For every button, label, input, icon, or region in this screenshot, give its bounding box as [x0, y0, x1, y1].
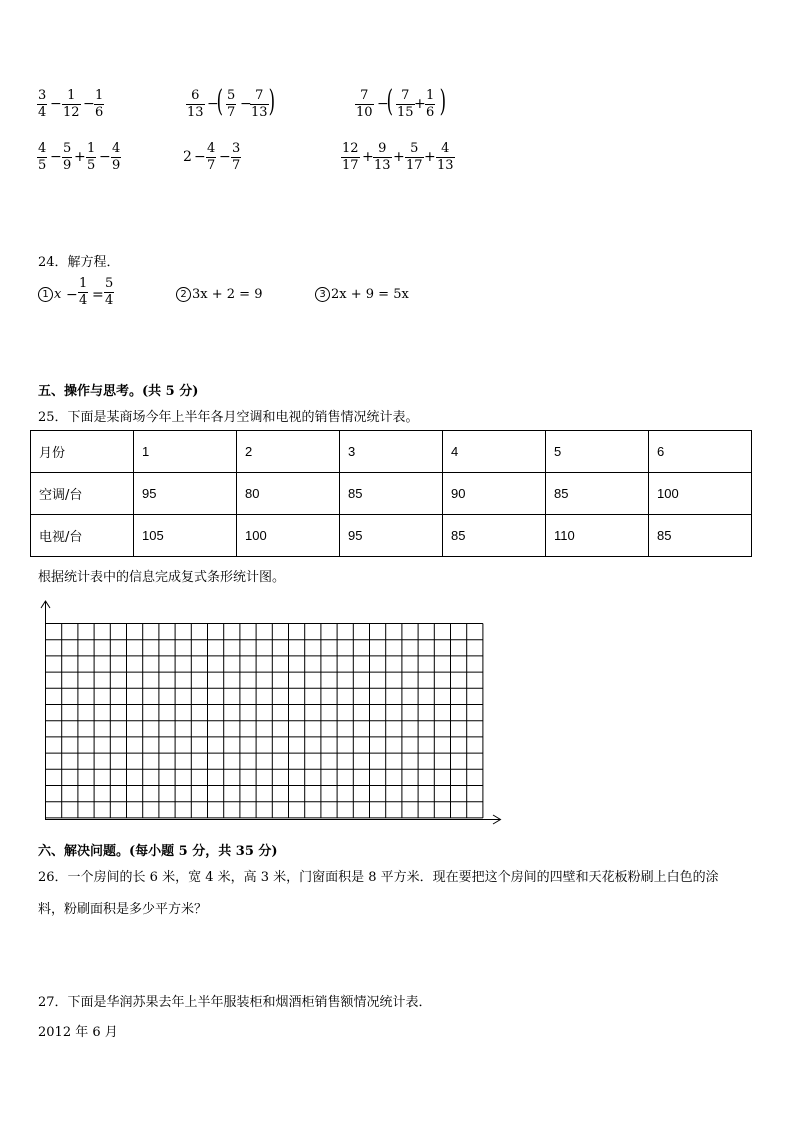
table-cell: 5 [546, 431, 649, 473]
table-cell: 2 [237, 431, 340, 473]
q27-title: 27．下面是华润苏果去年上半年服装柜和烟酒柜销售额情况统计表． [38, 995, 432, 1010]
fraction: $\frac{5}{17}$ [406, 141, 423, 173]
fraction: $\frac{1}{6}$ [426, 88, 435, 120]
table-cell: 月份 [31, 431, 134, 473]
q25-title: 25．下面是某商场今年上半年各月空调和电视的销售情况统计表。 [38, 410, 419, 425]
table-cell: 1 [134, 431, 237, 473]
fraction: $\frac{7}{10}$ [356, 88, 373, 120]
circled-number: 3 [315, 287, 330, 302]
circled-number: 1 [38, 287, 53, 302]
q26-line-2: 料，粉刷面积是多少平方米？ [38, 902, 208, 917]
fraction: $\frac{7}{15}$ [397, 88, 414, 120]
table-row [31, 473, 752, 515]
circled-number: 2 [176, 287, 191, 302]
fraction: $\frac{4}{9}$ [112, 141, 121, 173]
blank-chart-grid [30, 598, 510, 828]
table-cell: 85 [340, 473, 443, 515]
table-cell: 电视/台 [31, 515, 134, 557]
table-cell: 95 [340, 515, 443, 557]
fraction: $\frac{1}{6}$ [95, 88, 104, 120]
q26-line-1: 26．一个房间的长 6 米，宽 4 米，高 3 米，门窗面积是 8 平方米．现在要把这个房间的四壁和天花板粉刷上白色的涂 [38, 870, 719, 885]
q24-equation-3: 3 2x + 9 = 5x [315, 287, 409, 302]
fraction: $\frac{1}{4}$ [79, 276, 88, 308]
table-cell: 100 [237, 515, 340, 557]
table-cell: 4 [443, 431, 546, 473]
fraction: $\frac{3}{7}$ [232, 141, 241, 173]
table-cell: 80 [237, 473, 340, 515]
fraction: $\frac{3}{4}$ [38, 88, 47, 120]
fraction: $\frac{9}{13}$ [374, 141, 391, 173]
q25-instruction: 根据统计表中的信息完成复式条形统计图。 [38, 570, 286, 585]
q24-equation-2: 2 3x + 2 = 9 [176, 287, 262, 302]
table-cell: 空调/台 [31, 473, 134, 515]
fraction: $\frac{1}{5}$ [87, 141, 96, 173]
table-cell: 90 [443, 473, 546, 515]
table-cell: 95 [134, 473, 237, 515]
table-cell: 3 [340, 431, 443, 473]
sales-table [30, 430, 752, 557]
table-cell: 85 [443, 515, 546, 557]
table-cell: 110 [546, 515, 649, 557]
fraction: $\frac{6}{13}$ [187, 88, 204, 120]
fraction: $\frac{1}{12}$ [63, 88, 80, 120]
fraction: $\frac{4}{5}$ [38, 141, 47, 173]
table-row [31, 431, 752, 473]
fraction: $\frac{5}{4}$ [105, 276, 114, 308]
section-5-heading: 五、操作与思考。(共 5 分) [38, 384, 199, 399]
table-cell: 85 [649, 515, 752, 557]
q24-title: 24．解方程． [38, 255, 120, 270]
table-row [31, 515, 752, 557]
table-cell: 105 [134, 515, 237, 557]
fraction: $\frac{12}{17}$ [342, 141, 359, 173]
table-cell: 6 [649, 431, 752, 473]
fraction: $\frac{7}{13}$ [251, 88, 268, 120]
table-cell: 85 [546, 473, 649, 515]
section-6-heading: 六、解决问题。(每小题 5 分，共 35 分) [38, 844, 278, 859]
fraction: $\frac{4}{7}$ [207, 141, 216, 173]
q27-date: 2012 年 6 月 [38, 1025, 118, 1040]
fraction: $\frac{5}{9}$ [63, 141, 72, 173]
table-cell: 100 [649, 473, 752, 515]
fraction: $\frac{5}{7}$ [227, 88, 236, 120]
fraction: $\frac{4}{13}$ [437, 141, 454, 173]
